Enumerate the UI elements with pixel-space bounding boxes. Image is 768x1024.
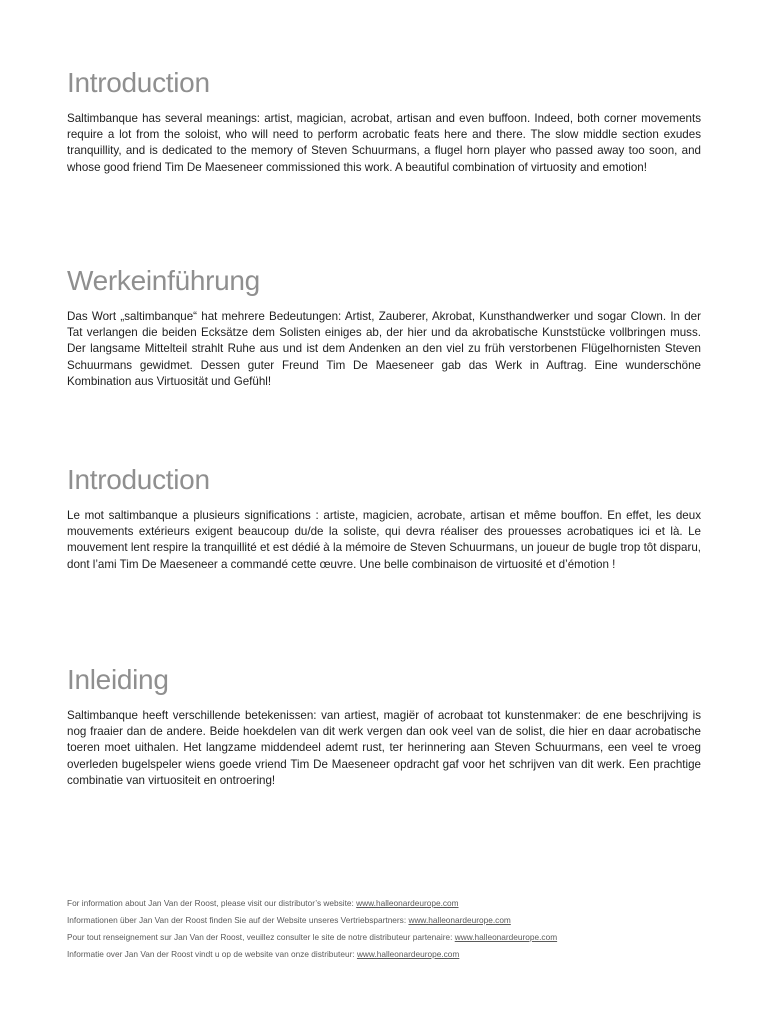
- section-werkeinfuehrung-german: [67, 264, 701, 390]
- section-heading: Introduction: [67, 464, 210, 495]
- section-heading: Introduction: [67, 67, 210, 98]
- section-heading: Werkeinführung: [67, 265, 260, 296]
- distributor-website-link[interactable]: www.halleonardeurope.com: [408, 915, 511, 925]
- section-paragraph: Le mot saltimbanque a plusieurs significations : artiste, magicien, acrobate, artisan et même bouffon. En effet, les deux mouvements extérieurs exigent beaucoup du/de la soliste, qui devra réaliser des prouesses acrobatiques ici et là. Le mouvement lent respire la tranquillité et est dédié à la mémoire de Steven Schuurmans, un joueur de bugle trop tôt disparu, dont l’ami Tim De Maeseneer a commandé cette œuvre. Une belle combinaison de virtuosité et d’émotion !: [67, 509, 701, 571]
- footer-text: For information about Jan Van der Roost, please visit our distributor’s website:: [67, 898, 357, 908]
- footer-text: Informationen über Jan Van der Roost finden Sie auf der Website unseres Vertriebspartners:: [67, 915, 409, 925]
- section-paragraph: Saltimbanque heeft verschillende betekenissen: van artiest, magiër of acrobaat tot kunstenmaker: de ene beschrijving is nog fraaier dan de andere. Beide hoekdelen van dit werk vergen dan ook veel van de solist, die hier en daar acrobatische toeren moet uithalen. Het langzame middendeel ademt rust, ter herinnering aan Steven Schuurmans, een veel te vroeg overleden bugelspeler wiens goede vriend Tim De Maeseneer opdracht gaf voor het schrijven van dit werk. Een prachtige combinatie van virtuositeit en ontroering!: [67, 709, 701, 787]
- distributor-website-link[interactable]: www.halleonardeurope.com: [356, 949, 460, 959]
- section-inleiding-dutch: [67, 663, 701, 789]
- footer-line-german: [67, 912, 707, 929]
- distributor-website-link[interactable]: www.halleonardeurope.com: [454, 932, 558, 942]
- footer-line-english: [67, 895, 707, 912]
- distributor-website-link[interactable]: www.halleonardeurope.com: [356, 898, 459, 908]
- footer-line-french: [67, 929, 707, 946]
- section-introduction-english: [67, 66, 701, 176]
- section-introduction-french: [67, 463, 701, 573]
- footer-text: Pour tout renseignement sur Jan Van der Roost, veuillez consulter le site de notre distributeur partenaire:: [67, 932, 455, 942]
- footer-distributor-info: [67, 895, 707, 963]
- footer-line-dutch: [67, 946, 707, 963]
- section-paragraph: Das Wort „saltimbanque“ hat mehrere Bedeutungen: Artist, Zauberer, Akrobat, Kunsthandwerker und sogar Clown. In der Tat verlangen die beiden Ecksätze dem Solisten einiges ab, der hier und da akrobatische Kunststücke vollbringen muss. Der langsame Mittelteil strahlt Ruhe aus und ist dem Andenken an den viel zu früh verstorbenen Flügelhornisten Steven Schuurmans gewidmet. Dessen guter Freund Tim De Maeseneer gab das Werk in Auftrag. Eine wunderschöne Kombination aus Virtuosität und Gefühl!: [67, 310, 701, 388]
- section-paragraph: Saltimbanque has several meanings: artist, magician, acrobat, artisan and even buffoon. Indeed, both corner movements require a lot from the soloist, who will need to perform acrobatic feats here and there. The slow middle section exudes tranquillity, and is dedicated to the memory of Steven Schuurmans, a flugel horn player who passed away too soon, and whose good friend Tim De Maeseneer commissioned this work. A beautiful combination of virtuosity and emotion!: [67, 112, 701, 174]
- section-heading: Inleiding: [67, 664, 169, 695]
- footer-text: Informatie over Jan Van der Roost vindt u op de website van onze distributeur:: [67, 949, 357, 959]
